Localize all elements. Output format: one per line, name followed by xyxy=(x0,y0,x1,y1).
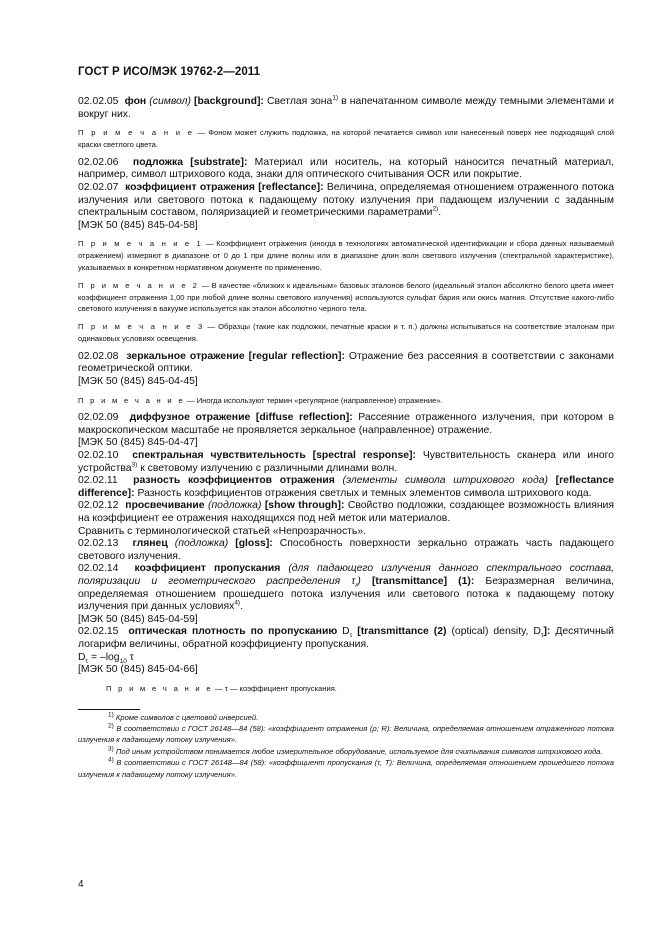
term-english: [transmittance (2) xyxy=(352,626,447,638)
note-3 xyxy=(78,321,614,345)
source-reference: [МЭК 50 (845) 845-04-59] xyxy=(78,613,198,625)
term-entry-transmittance xyxy=(78,563,614,613)
term-name: глянец xyxy=(132,538,168,550)
term-english-plain: (optical) density, D xyxy=(446,626,541,638)
footnote-2 xyxy=(78,723,614,746)
term-definition: Рассеяние отраженного излучения, при котором в макроскопическом масштабе не проявляется зеркальное (направленное) отражение. xyxy=(78,412,614,436)
term-definition: Десятичный логарифм величины, обратной коэффициенту пропускания. xyxy=(78,626,614,650)
term-definition: Отражение без рассеяния в соответствии с законами геометрической оптики. xyxy=(78,350,614,375)
term-qualifier: (подложка) xyxy=(208,500,262,512)
term-qualifier: (элементы символа штрихового кода) xyxy=(342,475,548,487)
note-text: — Образцы (такие как подложки, печатные краски и т. п.) должны испытываться на соответствие эталонам при одинаковых условиях освещения. xyxy=(78,322,614,343)
term-definition: Чувствительность сканера или иного устройства xyxy=(78,450,614,474)
term-number: 02.02.12 xyxy=(78,500,119,512)
term-name: спектральная чувствительность xyxy=(132,450,306,462)
formula-symbol: D xyxy=(78,651,86,663)
term-name: коэффициент пропускания xyxy=(134,563,281,575)
note-text: — Фоном может служить подложка, на которой печатается символ или нанесенный поверх нее подходящий слой краски светлого цвета. xyxy=(78,128,614,149)
footnote-1 xyxy=(78,712,614,723)
footnote-3 xyxy=(78,746,614,757)
note-label: П р и м е ч а н и е xyxy=(78,128,195,138)
source-reference: [МЭК 50 (845) 845-04-66] xyxy=(78,664,198,676)
footnote-text: В соответствии с ГОСТ 26148—84 (58): «коэффициент пропускания (τ, T): Величина, определяемая отношением прошедшего потока излучения к падающему потоку излучения». xyxy=(78,758,614,779)
footnote-mark: 3) xyxy=(108,745,114,753)
formula-operator: = –log xyxy=(88,651,120,663)
term-entry-show-through xyxy=(78,500,614,525)
term-qualifier: (подложка) xyxy=(174,538,229,550)
footnote-mark: 4) xyxy=(108,756,114,764)
term-name: подложка xyxy=(132,156,184,168)
term-definition: Свойство подложки, создающее возможность влияния на коэффициент ее отражения находящихся под ней меток или материалов. xyxy=(78,500,614,525)
term-number: 02.02.08 xyxy=(78,350,119,362)
note-text: — Коэффициент отражения (иногда в технологиях автоматической идентификации и сбора данных называемый отражением) измеряют в диапазоне от 0 до 1 при длине волны или в диапазоне длин волн светового излучения (спектральной характеристике), указываемых в конкретном нормативном документе по применению. xyxy=(78,239,614,272)
note xyxy=(78,683,614,695)
term-number: 02.02.05 xyxy=(78,96,119,107)
term-definition: Величина, определяемая отношением отраженного потока излучения или светового потока к падающему потоку излучения при падающем излучении с заданным спектральным составом, поляризацией и геометрическими параметрами xyxy=(78,181,614,219)
qualifier-text: (для падающего излучения данного спектрального состава, поляризации и геометрического распределения τ xyxy=(78,563,615,588)
document-body xyxy=(78,96,614,780)
term-symbol: D xyxy=(337,626,350,638)
term-number: 02.02.06 xyxy=(78,156,119,168)
term-number: 02.02.09 xyxy=(78,412,119,424)
note-label: П р и м е ч а н и е 2 xyxy=(78,280,200,290)
term-entry-background xyxy=(78,96,614,121)
term-entry-reflectance-difference xyxy=(78,475,614,500)
formula-symbol-subscript: τ xyxy=(85,657,89,665)
footnote-ref: 3) xyxy=(131,461,138,469)
term-english-close: ]: xyxy=(543,626,551,638)
term-english: [transmittance] (1): xyxy=(371,576,475,588)
term-definition-cont: в напечатанном символе между темными элементами и вокруг них. xyxy=(78,96,614,120)
qualifier-close: ) xyxy=(357,576,361,588)
term-name: разность коэффициентов отражения xyxy=(133,475,335,487)
document-header: ГОСТ Р ИСО/МЭК 19762-2—2011 xyxy=(78,66,261,78)
term-definition: Способность поверхности зеркально отражать часть падающего светового излучения. xyxy=(78,538,615,562)
term-english: [gloss]: xyxy=(235,538,273,550)
term-number: 02.02.15 xyxy=(78,626,119,638)
term-entry-substrate xyxy=(78,157,614,182)
term-name: просвечивание xyxy=(125,500,205,512)
term-entry-transmittance-density xyxy=(78,626,614,651)
term-entry-gloss xyxy=(78,538,614,563)
note-label: П р и м е ч а н и е 1 xyxy=(78,239,204,249)
footnote-ref: 2) xyxy=(432,205,439,213)
footnote-text: Кроме символов с цветовой инверсией. xyxy=(113,712,259,722)
footnote-ref: 4) xyxy=(234,599,241,607)
term-english-subscript: τ xyxy=(540,632,544,640)
term-number: 02.02.07 xyxy=(78,181,119,193)
note-text: — Иногда используют термин «регулярное (направленное) отражение». xyxy=(184,395,443,405)
term-definition: Безразмерная величина, определяемая отношением прошедшего потока излучения или светового потока к падающему потоку излучения при данных условиях xyxy=(78,576,615,613)
term-symbol-subscript: τ xyxy=(349,632,353,640)
term-definition: Разность коэффициентов отражения светлых и темных элементов символа штрихового кода. xyxy=(134,487,592,499)
term-english: [substrate]: xyxy=(190,156,248,168)
term-entry-reflectance xyxy=(78,182,614,220)
term-english: [reflectance difference]: xyxy=(78,475,615,499)
term-entry-regular-reflection xyxy=(78,351,614,376)
footnote-divider xyxy=(78,709,140,710)
formula xyxy=(78,652,614,665)
formula-variable: τ xyxy=(126,651,134,663)
term-name: диффузное отражение xyxy=(129,412,251,424)
term-name: фон xyxy=(124,96,147,107)
term-english: [show through]: xyxy=(264,500,345,512)
footnote-4 xyxy=(78,757,614,780)
source-reference: [МЭК 50 (845) 845-04-58] xyxy=(78,219,198,231)
note-label: П р и м е ч а н и е xyxy=(106,683,213,693)
term-name: коэффициент отражения xyxy=(125,181,255,193)
compare-reference: Сравнить с терминологической статьей «Непрозрачность». xyxy=(78,525,366,537)
term-english: [regular reflection]: xyxy=(248,350,345,362)
term-number: 02.02.11 xyxy=(78,475,118,487)
footnote-mark: 1) xyxy=(108,711,114,719)
footnote-ref: 1) xyxy=(332,94,339,102)
term-number: 02.02.10 xyxy=(78,450,119,462)
note-text: — В качестве «близких к идеальным» базовых эталонов белого (идеальный эталон абсолютно белого цвета имеет коэффициент отражения 1,00 при любой длине волны светового излучения) используются сульфат бария или окись магния. Отсутствие какого-либо светового излучения в вакууме используется как эталон абсолютно черного тела. xyxy=(78,280,614,314)
footnote-text: Под иным устройством понимается любое измерительное оборудование, используемое для считывания символов штрихового кода. xyxy=(113,746,603,756)
term-name: зеркальное отражение xyxy=(126,350,245,362)
term-qualifier: (символ) xyxy=(149,96,191,107)
footnote-mark: 2) xyxy=(108,722,114,730)
term-definition-cont: к световому излучению с различными длинами волн. xyxy=(137,462,398,474)
footnote-text: В соответствии с ГОСТ 26148—84 (58): «коэффициент отражения (ρ; R): Величина, определяемая отношением отраженного потока излучения к падающему потоку излучения». xyxy=(78,723,614,745)
note-label: П р и м е ч а н и е 3 xyxy=(78,322,205,332)
term-english: [spectral response]: xyxy=(312,450,416,462)
note xyxy=(78,127,614,151)
term-definition: Светлая зона xyxy=(263,96,333,107)
term-number: 02.02.14 xyxy=(78,563,119,575)
note-1 xyxy=(78,238,614,273)
note-text: — τ — коэффициент пропускания. xyxy=(212,683,337,693)
term-entry-diffuse-reflection xyxy=(78,412,614,437)
term-name: оптическая плотность по пропусканию xyxy=(128,626,338,638)
term-definition-cont: . xyxy=(240,601,243,613)
note-2 xyxy=(78,280,614,315)
formula-log-base: 10 xyxy=(119,657,127,665)
source-reference: [МЭК 50 (845) 845-04-45] xyxy=(78,375,198,387)
source-reference: [МЭК 50 (845) 845-04-47] xyxy=(78,437,198,449)
term-definition: Материал или носитель, на который наносится печатный материал, например, символ штрихового кода, знаки для оптического считывания OCR или покрытие. xyxy=(78,156,614,181)
note-label: П р и м е ч а н и е xyxy=(78,395,185,405)
term-english: [background]: xyxy=(194,96,264,107)
term-definition-cont: . xyxy=(438,207,442,219)
page-number: 4 xyxy=(78,879,84,890)
term-english: [reflectance]: xyxy=(258,181,324,193)
term-english: [diffuse reflection]: xyxy=(255,412,353,424)
term-number: 02.02.13 xyxy=(78,538,119,550)
note xyxy=(78,395,614,407)
term-entry-spectral-response xyxy=(78,450,614,475)
qualifier-subscript: r xyxy=(355,582,358,590)
